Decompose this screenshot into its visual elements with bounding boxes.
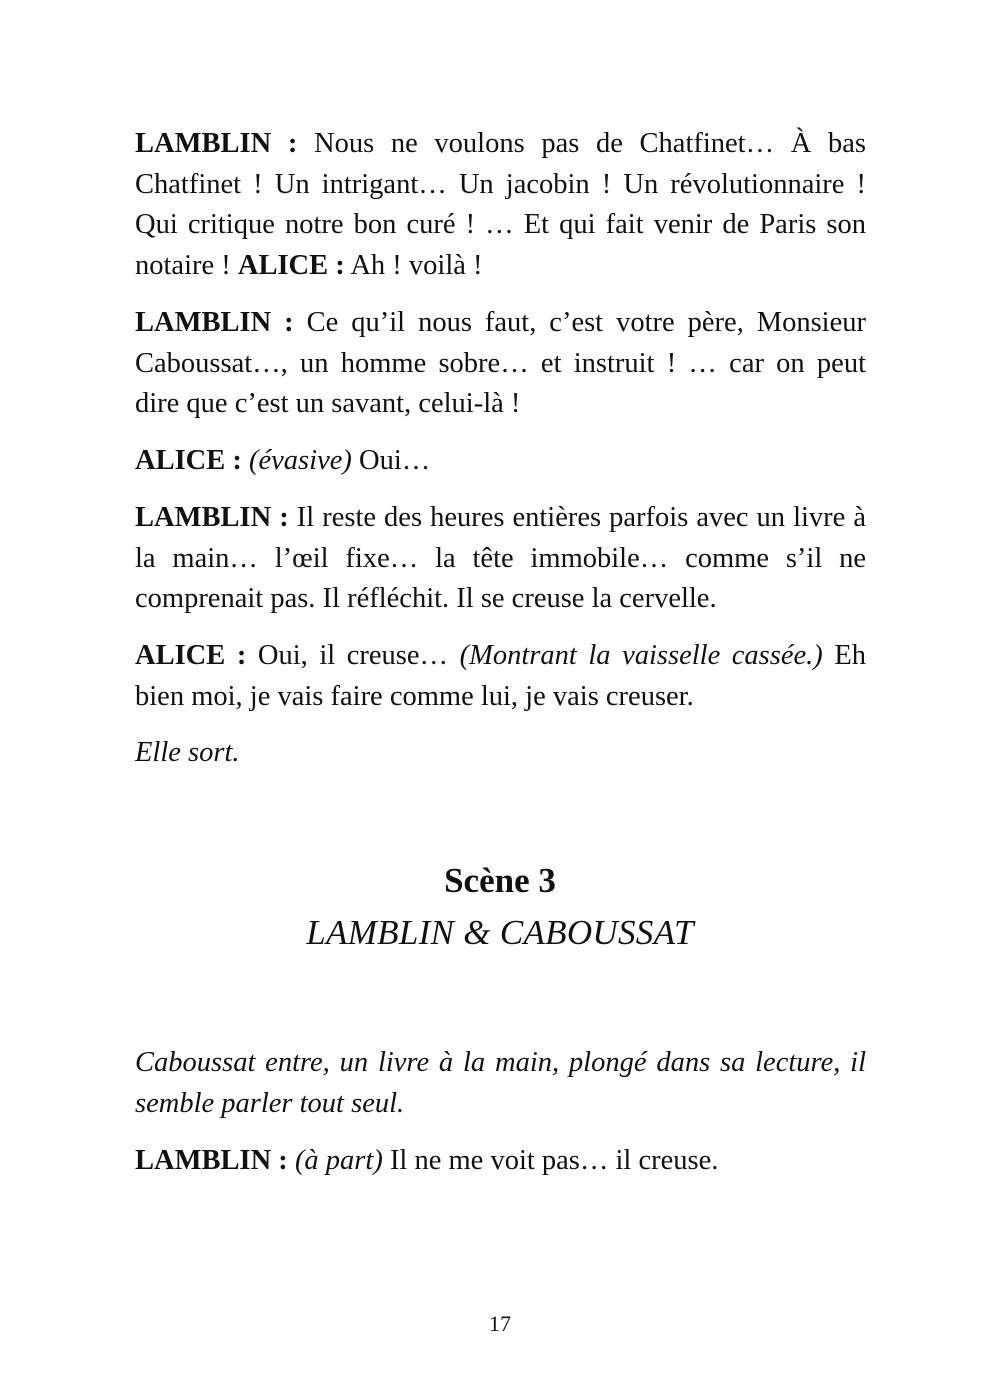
dialogue-text: Ah ! voilà ! bbox=[350, 250, 483, 282]
dialogue-text: Ce qu’il nous faut, c’est votre père, Monsieur Caboussat…, un homme sobre… et instruit ! … car on peut dire que c’est un savant, celui-là ! bbox=[135, 307, 866, 420]
dialogue-paragraph bbox=[135, 1141, 866, 1182]
stage-direction: Caboussat entre, un livre à la main, plongé dans sa lecture, il semble parler tout seul. bbox=[135, 1047, 866, 1119]
speaker-name: LAMBLIN : bbox=[135, 502, 289, 533]
stage-direction-paragraph bbox=[135, 733, 866, 774]
speaker-name: ALICE : bbox=[135, 445, 242, 476]
dialogue-text: Il ne me voit pas… il creuse. bbox=[389, 1145, 719, 1176]
dialogue-text: Oui… bbox=[358, 445, 431, 476]
speaker-name: ALICE : bbox=[237, 250, 345, 282]
dialogue-text: Oui, il creuse… bbox=[257, 640, 449, 671]
speaker-name: LAMBLIN : bbox=[135, 307, 294, 338]
stage-direction: (évasive) bbox=[249, 445, 352, 476]
speaker-name: LAMBLIN : bbox=[135, 1145, 288, 1176]
dialogue-text: Eh bien moi, je vais faire comme lui, je vais creuser. bbox=[135, 640, 867, 712]
dialogue-paragraph bbox=[135, 303, 866, 425]
stage-direction-paragraph bbox=[135, 1043, 866, 1124]
dialogue-paragraph bbox=[135, 124, 866, 287]
page-number: 17 bbox=[489, 1311, 511, 1336]
dialogue-text: Il reste des heures entières parfois avec un livre à la main… l’œil fixe… la tête immobile… comme s’il ne comprenait pas. Il réfléchit. Il se creuse la cervelle. bbox=[135, 502, 866, 615]
scene-characters: LAMBLIN & CABOUSSAT bbox=[306, 913, 694, 952]
dialogue-paragraph bbox=[135, 441, 866, 482]
stage-direction: (à part) bbox=[294, 1145, 383, 1176]
speaker-name: ALICE : bbox=[135, 640, 247, 671]
dialogue-text: Nous ne voulons pas de Chatfinet… À bas Chatfinet ! Un intrigant… Un jacobin ! Un révolutionnaire ! Qui critique notre bon curé ! … Et qui fait venir de Paris son notaire ! bbox=[135, 128, 866, 282]
stage-direction: Elle sort. bbox=[135, 737, 240, 768]
scene-title: Scène 3 bbox=[444, 861, 556, 900]
speaker-name: LAMBLIN : bbox=[135, 128, 298, 159]
stage-direction: (Montrant la vaisselle cassée.) bbox=[459, 640, 823, 671]
dialogue-paragraph bbox=[135, 498, 866, 620]
dialogue-paragraph bbox=[135, 636, 866, 717]
